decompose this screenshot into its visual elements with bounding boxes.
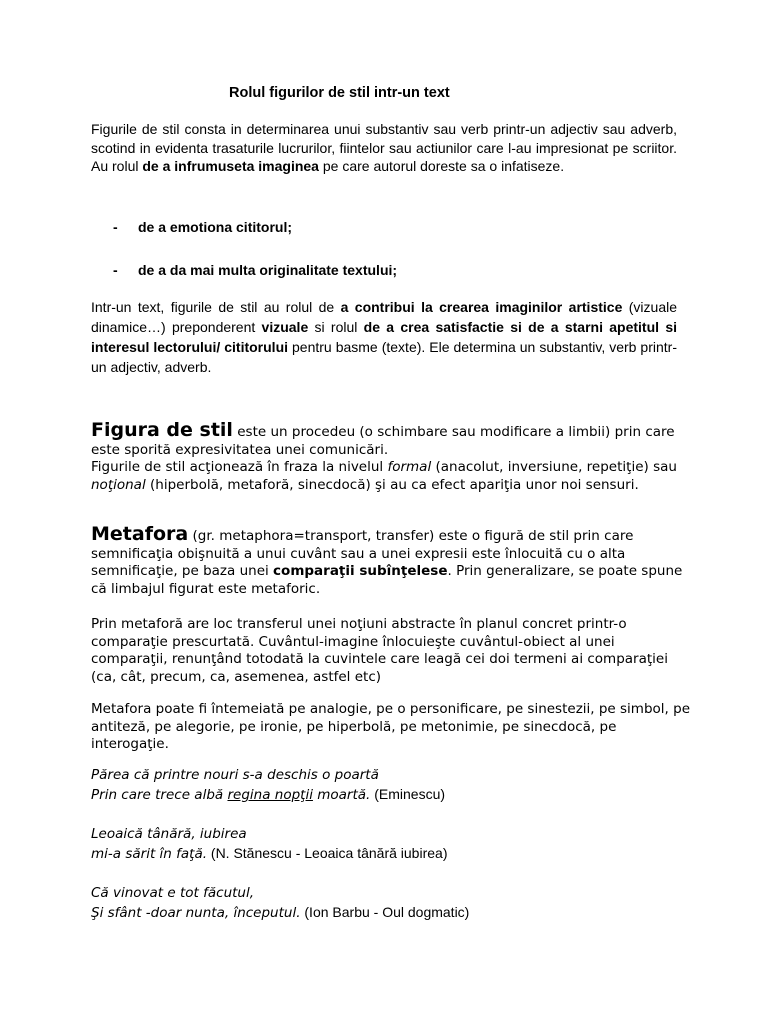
bullet-item bbox=[113, 219, 292, 235]
role-text: Intr-un text, figurile de stil au rolul de bbox=[91, 299, 341, 315]
metafora-bold: comparaţii subînţelese bbox=[273, 563, 448, 579]
role-text: pentru basme (texte). Ele determina un substantiv, verb printr-un adjectiv, adverb. bbox=[91, 339, 677, 375]
metafora-text: . Prin generalizare, se poate spune că limbajul figurat este metaforic. bbox=[91, 563, 683, 597]
quote-source: (Ion Barbu - Oul dogmatic) bbox=[300, 904, 470, 920]
quote-source: (N. Stănescu - Leoaica tânără iubirea) bbox=[207, 845, 448, 861]
quote-line: Părea că printre nouri s-a deschis o poartă bbox=[91, 767, 379, 783]
quote-line: moartă. bbox=[312, 787, 371, 803]
metafora-transfer-paragraph: Prin metaforă are loc transferul unei noţiuni abstracte în planul concret printr-o comparaţie prescurtată. Cuvântul-imagine înlocuieşte cuvântul-obiect al unei comparaţii, renunţând totodată la cuvintele care leagă cei doi termeni ai comparaţiei (ca, cât, precum, ca, asemenea, astfel etc) bbox=[91, 616, 668, 685]
bullet-text: de a emotiona cititorul; bbox=[138, 219, 293, 235]
figura-text: (hiperbolă, metaforă, sinecdocă) şi au ca efect apariţia unor noi sensuri. bbox=[145, 476, 639, 493]
metafora-text: (gr. metaphora=transport, transfer) este o figură de stil prin care semnificaţia obişnuită a unui cuvânt sau a unei expresii este înlocuită cu o alta semnificaţie, pe baza unei bbox=[91, 528, 634, 579]
role-paragraph bbox=[91, 297, 677, 377]
role-text: (vizuale dinamice…) preponderent bbox=[91, 299, 677, 335]
quote-source: (Eminescu) bbox=[370, 786, 446, 802]
figura-text: (anacolut, inversiune, repetiţie) sau bbox=[431, 459, 677, 475]
quote-line: Şi sfânt -doar nunta, începutul. bbox=[91, 905, 301, 921]
figura-text: este un procedeu (o schimbare sau modificare a limbii) prin care este sporită expresivitatea unei comunicări. bbox=[91, 424, 675, 458]
page-title: Rolul figurilor de stil intr-un text bbox=[229, 85, 450, 101]
role-bold-1: a contribui la crearea imaginilor artistice bbox=[340, 299, 623, 315]
bullet-dash: - bbox=[113, 262, 118, 278]
role-bold-2: vizuale bbox=[261, 319, 309, 335]
role-text: si rolul bbox=[308, 319, 364, 335]
intro-paragraph bbox=[91, 120, 677, 176]
quote-line: mi-a sărit în faţă. bbox=[91, 846, 208, 862]
bullet-dash: - bbox=[113, 219, 118, 235]
quote-stanescu bbox=[91, 824, 447, 864]
quote-line: Prin care trece albă bbox=[91, 787, 228, 803]
figura-heading: Figura de stil bbox=[91, 419, 233, 441]
quote-underlined: regina nopţii bbox=[227, 787, 313, 803]
metafora-paragraph bbox=[91, 523, 691, 598]
figura-italic: noţional bbox=[91, 476, 146, 493]
bullet-item bbox=[113, 262, 397, 278]
intro-text: Figurile de stil consta in determinarea unui substantiv sau verb printr-un adjectiv sau adverb, scotind in evidenta trasaturile lucrurilor, fiintelor sau actiunilor care l-au impresionat pe scriitor. Au rolul bbox=[91, 121, 677, 174]
quote-line: Leoaică tânără, iubirea bbox=[91, 826, 247, 842]
figura-italic: formal bbox=[387, 459, 432, 475]
intro-text-end: pe care autorul doreste sa o infatiseze. bbox=[318, 158, 565, 174]
intro-bold: de a infrumuseta imaginea bbox=[142, 158, 319, 174]
metafora-heading: Metafora bbox=[91, 523, 189, 545]
figura-text: Figurile de stil acţionează în fraza la nivelul bbox=[91, 459, 388, 475]
figura-paragraph bbox=[91, 419, 691, 494]
bullet-text: de a da mai multa originalitate textului; bbox=[138, 262, 398, 278]
quote-line: Că vinovat e tot făcutul, bbox=[91, 885, 255, 901]
quote-barbu bbox=[91, 883, 469, 923]
role-bold-3: de a crea satisfactie si de a starni apetitul si interesul lectorului/ cititorului bbox=[91, 319, 677, 355]
metafora-types-paragraph: Metafora poate fi întemeiată pe analogie, pe o personificare, pe sinestezii, pe simbol, pe antiteză, pe alegorie, pe ironie, pe hiperbolă, pe metonimie, pe sinecdocă, pe interogaţie. bbox=[91, 701, 690, 752]
quote-eminescu bbox=[91, 765, 445, 805]
